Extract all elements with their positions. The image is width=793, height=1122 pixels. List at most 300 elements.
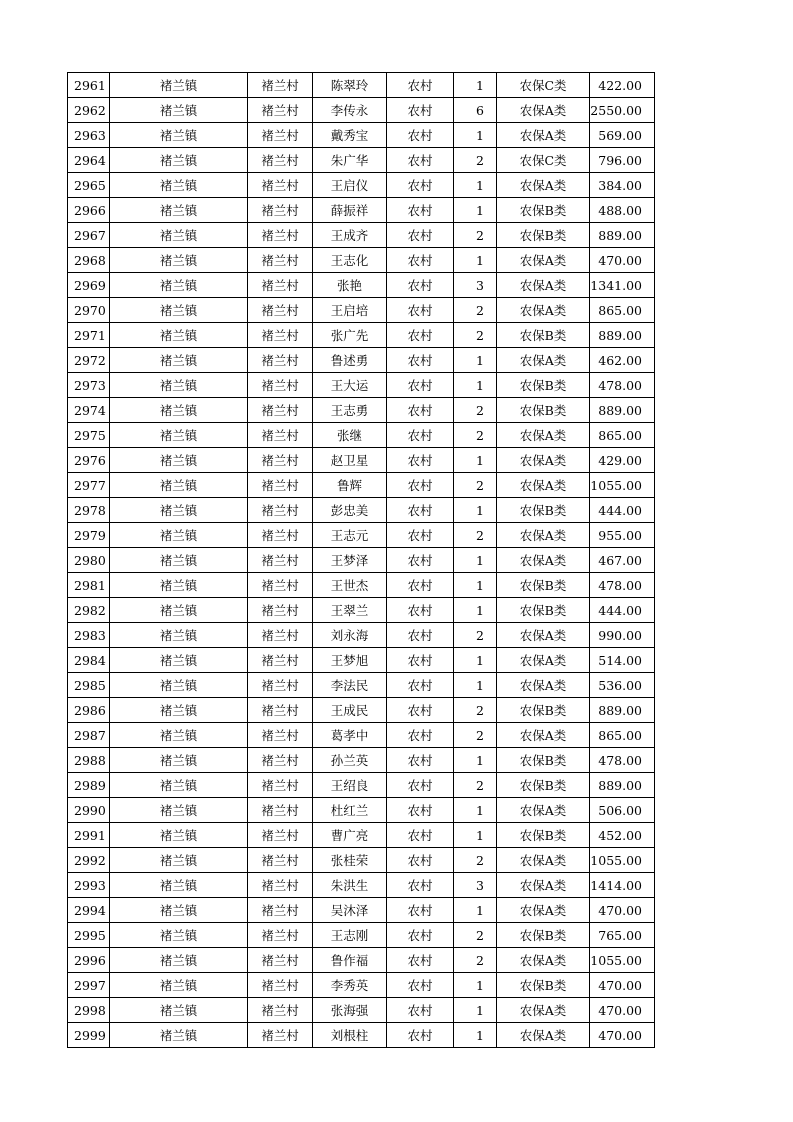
name-cell: 李传永 [313,98,387,123]
village-cell: 褚兰村 [248,123,313,148]
row-number: 2971 [68,323,110,348]
amount-cell: 1055.00 [590,948,655,973]
village-cell: 褚兰村 [248,698,313,723]
name-cell: 王梦旭 [313,648,387,673]
table-row [68,798,655,823]
insurance-category-cell: 农保A类 [497,723,590,748]
village-cell: 褚兰村 [248,473,313,498]
insurance-category-cell: 农保C类 [497,148,590,173]
insurance-category-cell: 农保A类 [497,448,590,473]
row-number: 2993 [68,873,110,898]
row-number: 2996 [68,948,110,973]
amount-cell: 889.00 [590,698,655,723]
insurance-category-cell: 农保A类 [497,848,590,873]
member-count-cell: 1 [454,348,497,373]
insurance-category-cell: 农保B类 [497,323,590,348]
insurance-category-cell: 农保A类 [497,298,590,323]
row-number: 2991 [68,823,110,848]
row-number: 2998 [68,998,110,1023]
insurance-category-cell: 农保B类 [497,748,590,773]
name-cell: 刘永海 [313,623,387,648]
household-type-cell: 农村 [387,673,454,698]
household-type-cell: 农村 [387,648,454,673]
town-cell: 褚兰镇 [110,823,248,848]
member-count-cell: 2 [454,223,497,248]
insurance-category-cell: 农保B类 [497,573,590,598]
town-cell: 褚兰镇 [110,298,248,323]
household-type-cell: 农村 [387,723,454,748]
insurance-category-cell: 农保A类 [497,348,590,373]
member-count-cell: 1 [454,898,497,923]
row-number: 2975 [68,423,110,448]
row-number: 2974 [68,398,110,423]
town-cell: 褚兰镇 [110,948,248,973]
village-cell: 褚兰村 [248,373,313,398]
row-number: 2962 [68,98,110,123]
insurance-category-cell: 农保A类 [497,798,590,823]
insurance-category-cell: 农保A类 [497,1023,590,1048]
household-type-cell: 农村 [387,398,454,423]
village-cell: 褚兰村 [248,298,313,323]
name-cell: 王成民 [313,698,387,723]
row-number: 2983 [68,623,110,648]
name-cell: 吴沐泽 [313,898,387,923]
insurance-category-cell: 农保A类 [497,548,590,573]
table-row [68,598,655,623]
member-count-cell: 2 [454,298,497,323]
name-cell: 杜红兰 [313,798,387,823]
insurance-category-cell: 农保B类 [497,773,590,798]
name-cell: 孙兰英 [313,748,387,773]
amount-cell: 470.00 [590,998,655,1023]
member-count-cell: 2 [454,523,497,548]
amount-cell: 765.00 [590,923,655,948]
village-cell: 褚兰村 [248,948,313,973]
name-cell: 王成齐 [313,223,387,248]
table-row [68,873,655,898]
row-number: 2981 [68,573,110,598]
village-cell: 褚兰村 [248,248,313,273]
village-cell: 褚兰村 [248,623,313,648]
table-row [68,998,655,1023]
row-number: 2978 [68,498,110,523]
village-cell: 褚兰村 [248,723,313,748]
amount-cell: 569.00 [590,123,655,148]
member-count-cell: 2 [454,623,497,648]
member-count-cell: 1 [454,1023,497,1048]
member-count-cell: 2 [454,948,497,973]
amount-cell: 1341.00 [590,273,655,298]
table-row [68,123,655,148]
village-cell: 褚兰村 [248,323,313,348]
table-row [68,473,655,498]
member-count-cell: 1 [454,798,497,823]
village-cell: 褚兰村 [248,1023,313,1048]
name-cell: 刘根柱 [313,1023,387,1048]
amount-cell: 470.00 [590,248,655,273]
member-count-cell: 2 [454,773,497,798]
town-cell: 褚兰镇 [110,248,248,273]
row-number: 2992 [68,848,110,873]
household-type-cell: 农村 [387,473,454,498]
member-count-cell: 1 [454,198,497,223]
household-type-cell: 农村 [387,98,454,123]
table-row [68,98,655,123]
name-cell: 鲁述勇 [313,348,387,373]
amount-cell: 1414.00 [590,873,655,898]
row-number: 2982 [68,598,110,623]
village-cell: 褚兰村 [248,173,313,198]
amount-cell: 462.00 [590,348,655,373]
table-row [68,723,655,748]
member-count-cell: 1 [454,973,497,998]
table-row [68,423,655,448]
village-cell: 褚兰村 [248,523,313,548]
insurance-category-cell: 农保A类 [497,948,590,973]
insurance-category-cell: 农保B类 [497,823,590,848]
insurance-category-cell: 农保B类 [497,698,590,723]
subsidy-table [67,72,655,1048]
member-count-cell: 1 [454,548,497,573]
town-cell: 褚兰镇 [110,923,248,948]
member-count-cell: 1 [454,673,497,698]
household-type-cell: 农村 [387,548,454,573]
village-cell: 褚兰村 [248,148,313,173]
village-cell: 褚兰村 [248,998,313,1023]
table-row [68,948,655,973]
town-cell: 褚兰镇 [110,198,248,223]
row-number: 2966 [68,198,110,223]
name-cell: 王绍良 [313,773,387,798]
town-cell: 褚兰镇 [110,1023,248,1048]
village-cell: 褚兰村 [248,748,313,773]
member-count-cell: 1 [454,498,497,523]
row-number: 2999 [68,1023,110,1048]
row-number: 2964 [68,148,110,173]
member-count-cell: 2 [454,723,497,748]
member-count-cell: 2 [454,148,497,173]
town-cell: 褚兰镇 [110,348,248,373]
table-row [68,673,655,698]
insurance-category-cell: 农保A类 [497,898,590,923]
table-row [68,148,655,173]
household-type-cell: 农村 [387,973,454,998]
table-row [68,373,655,398]
name-cell: 薛振祥 [313,198,387,223]
name-cell: 张海强 [313,998,387,1023]
insurance-category-cell: 农保A类 [497,123,590,148]
amount-cell: 2550.00 [590,98,655,123]
member-count-cell: 1 [454,648,497,673]
insurance-category-cell: 农保A类 [497,673,590,698]
household-type-cell: 农村 [387,448,454,473]
household-type-cell: 农村 [387,598,454,623]
household-type-cell: 农村 [387,73,454,98]
amount-cell: 990.00 [590,623,655,648]
table-row [68,648,655,673]
table-row [68,248,655,273]
table-row [68,823,655,848]
row-number: 2987 [68,723,110,748]
town-cell: 褚兰镇 [110,448,248,473]
village-cell: 褚兰村 [248,973,313,998]
household-type-cell: 农村 [387,498,454,523]
name-cell: 王志化 [313,248,387,273]
town-cell: 褚兰镇 [110,698,248,723]
table-row [68,198,655,223]
household-type-cell: 农村 [387,923,454,948]
member-count-cell: 1 [454,448,497,473]
table-row [68,298,655,323]
insurance-category-cell: 农保A类 [497,423,590,448]
town-cell: 褚兰镇 [110,223,248,248]
table-row [68,523,655,548]
member-count-cell: 1 [454,373,497,398]
table-row [68,348,655,373]
town-cell: 褚兰镇 [110,498,248,523]
table-row [68,273,655,298]
table-row [68,498,655,523]
amount-cell: 506.00 [590,798,655,823]
name-cell: 王启培 [313,298,387,323]
member-count-cell: 6 [454,98,497,123]
amount-cell: 889.00 [590,323,655,348]
row-number: 2977 [68,473,110,498]
row-number: 2970 [68,298,110,323]
name-cell: 彭忠美 [313,498,387,523]
name-cell: 王翠兰 [313,598,387,623]
table-row [68,548,655,573]
table-row [68,773,655,798]
table-row [68,698,655,723]
row-number: 2979 [68,523,110,548]
row-number: 2969 [68,273,110,298]
name-cell: 朱广华 [313,148,387,173]
name-cell: 戴秀宝 [313,123,387,148]
row-number: 2980 [68,548,110,573]
village-cell: 褚兰村 [248,223,313,248]
insurance-category-cell: 农保B类 [497,973,590,998]
table-row [68,223,655,248]
row-number: 2984 [68,648,110,673]
town-cell: 褚兰镇 [110,548,248,573]
household-type-cell: 农村 [387,698,454,723]
member-count-cell: 2 [454,423,497,448]
household-type-cell: 农村 [387,798,454,823]
town-cell: 褚兰镇 [110,273,248,298]
town-cell: 褚兰镇 [110,573,248,598]
amount-cell: 478.00 [590,573,655,598]
town-cell: 褚兰镇 [110,473,248,498]
member-count-cell: 2 [454,923,497,948]
household-type-cell: 农村 [387,223,454,248]
member-count-cell: 1 [454,573,497,598]
town-cell: 褚兰镇 [110,373,248,398]
amount-cell: 488.00 [590,198,655,223]
insurance-category-cell: 农保B类 [497,223,590,248]
village-cell: 褚兰村 [248,773,313,798]
amount-cell: 422.00 [590,73,655,98]
amount-cell: 1055.00 [590,848,655,873]
amount-cell: 478.00 [590,373,655,398]
name-cell: 张广先 [313,323,387,348]
town-cell: 褚兰镇 [110,73,248,98]
town-cell: 褚兰镇 [110,798,248,823]
amount-cell: 470.00 [590,973,655,998]
insurance-category-cell: 农保A类 [497,523,590,548]
town-cell: 褚兰镇 [110,898,248,923]
household-type-cell: 农村 [387,948,454,973]
village-cell: 褚兰村 [248,198,313,223]
household-type-cell: 农村 [387,273,454,298]
table-row [68,848,655,873]
name-cell: 朱洪生 [313,873,387,898]
table-row [68,748,655,773]
row-number: 2986 [68,698,110,723]
village-cell: 褚兰村 [248,423,313,448]
member-count-cell: 1 [454,748,497,773]
household-type-cell: 农村 [387,198,454,223]
town-cell: 褚兰镇 [110,998,248,1023]
name-cell: 王启仪 [313,173,387,198]
village-cell: 褚兰村 [248,923,313,948]
amount-cell: 444.00 [590,598,655,623]
row-number: 2973 [68,373,110,398]
household-type-cell: 农村 [387,898,454,923]
household-type-cell: 农村 [387,248,454,273]
row-number: 2985 [68,673,110,698]
name-cell: 曹广亮 [313,823,387,848]
member-count-cell: 1 [454,823,497,848]
household-type-cell: 农村 [387,748,454,773]
row-number: 2967 [68,223,110,248]
member-count-cell: 2 [454,398,497,423]
town-cell: 褚兰镇 [110,598,248,623]
amount-cell: 467.00 [590,548,655,573]
table-body [68,73,655,1048]
household-type-cell: 农村 [387,123,454,148]
household-type-cell: 农村 [387,373,454,398]
table-row [68,623,655,648]
household-type-cell: 农村 [387,1023,454,1048]
town-cell: 褚兰镇 [110,523,248,548]
town-cell: 褚兰镇 [110,973,248,998]
name-cell: 王大运 [313,373,387,398]
amount-cell: 1055.00 [590,473,655,498]
insurance-category-cell: 农保B类 [497,923,590,948]
village-cell: 褚兰村 [248,448,313,473]
name-cell: 鲁辉 [313,473,387,498]
row-number: 2995 [68,923,110,948]
name-cell: 陈翠玲 [313,73,387,98]
amount-cell: 384.00 [590,173,655,198]
name-cell: 张桂荣 [313,848,387,873]
row-number: 2997 [68,973,110,998]
town-cell: 褚兰镇 [110,648,248,673]
amount-cell: 470.00 [590,1023,655,1048]
town-cell: 褚兰镇 [110,873,248,898]
name-cell: 张艳 [313,273,387,298]
row-number: 2968 [68,248,110,273]
member-count-cell: 2 [454,848,497,873]
household-type-cell: 农村 [387,573,454,598]
table-row [68,323,655,348]
town-cell: 褚兰镇 [110,773,248,798]
name-cell: 葛孝中 [313,723,387,748]
name-cell: 张继 [313,423,387,448]
member-count-cell: 1 [454,998,497,1023]
village-cell: 褚兰村 [248,73,313,98]
table-row [68,898,655,923]
village-cell: 褚兰村 [248,648,313,673]
name-cell: 王志勇 [313,398,387,423]
row-number: 2961 [68,73,110,98]
name-cell: 李法民 [313,673,387,698]
insurance-category-cell: 农保C类 [497,73,590,98]
name-cell: 鲁作福 [313,948,387,973]
name-cell: 王志刚 [313,923,387,948]
amount-cell: 429.00 [590,448,655,473]
row-number: 2994 [68,898,110,923]
member-count-cell: 1 [454,598,497,623]
town-cell: 褚兰镇 [110,173,248,198]
insurance-category-cell: 农保B类 [497,598,590,623]
village-cell: 褚兰村 [248,573,313,598]
insurance-category-cell: 农保A类 [497,273,590,298]
village-cell: 褚兰村 [248,898,313,923]
town-cell: 褚兰镇 [110,423,248,448]
village-cell: 褚兰村 [248,873,313,898]
row-number: 2989 [68,773,110,798]
amount-cell: 889.00 [590,398,655,423]
name-cell: 王梦泽 [313,548,387,573]
household-type-cell: 农村 [387,173,454,198]
row-number: 2988 [68,748,110,773]
amount-cell: 514.00 [590,648,655,673]
table-row [68,73,655,98]
amount-cell: 865.00 [590,423,655,448]
amount-cell: 955.00 [590,523,655,548]
town-cell: 褚兰镇 [110,398,248,423]
row-number: 2990 [68,798,110,823]
member-count-cell: 3 [454,273,497,298]
row-number: 2963 [68,123,110,148]
table-row [68,1023,655,1048]
amount-cell: 452.00 [590,823,655,848]
amount-cell: 865.00 [590,723,655,748]
household-type-cell: 农村 [387,348,454,373]
household-type-cell: 农村 [387,623,454,648]
insurance-category-cell: 农保A类 [497,648,590,673]
village-cell: 褚兰村 [248,848,313,873]
household-type-cell: 农村 [387,848,454,873]
amount-cell: 865.00 [590,298,655,323]
household-type-cell: 农村 [387,298,454,323]
household-type-cell: 农村 [387,523,454,548]
table-row [68,973,655,998]
amount-cell: 536.00 [590,673,655,698]
amount-cell: 889.00 [590,223,655,248]
amount-cell: 478.00 [590,748,655,773]
member-count-cell: 2 [454,323,497,348]
name-cell: 李秀英 [313,973,387,998]
town-cell: 褚兰镇 [110,723,248,748]
household-type-cell: 农村 [387,323,454,348]
insurance-category-cell: 农保A类 [497,623,590,648]
table-row [68,173,655,198]
amount-cell: 444.00 [590,498,655,523]
village-cell: 褚兰村 [248,348,313,373]
